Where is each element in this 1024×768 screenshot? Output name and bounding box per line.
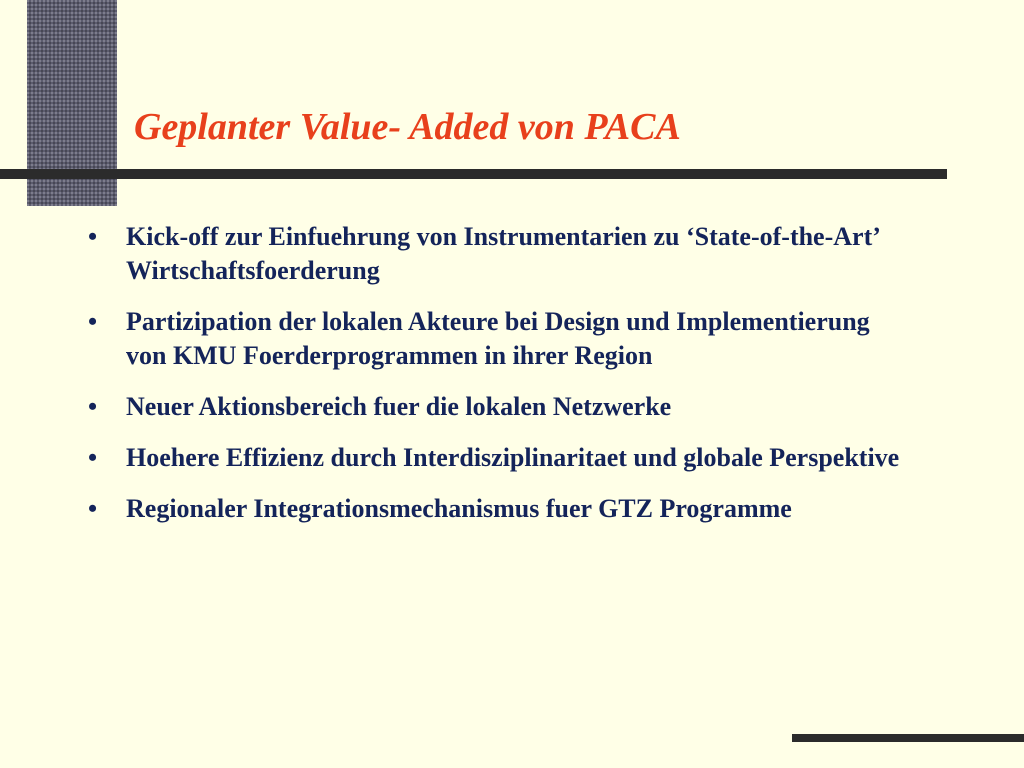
bullet-item xyxy=(84,441,904,475)
bullet-icon: • xyxy=(88,443,98,472)
bullet-text: Kick-off zur Einfuehrung von Instrumentarien zu ‘State-of-the-Art’ Wirtschaftsfoerderung xyxy=(126,222,879,285)
title-underline-rule xyxy=(0,169,947,179)
bullet-text: Hoehere Effizienz durch Interdisziplinaritaet und globale Perspektive xyxy=(126,443,900,472)
bullet-item xyxy=(84,220,904,288)
footer-rule xyxy=(792,734,1024,742)
bullet-icon: • xyxy=(88,392,98,421)
bullet-text: Regionaler Integrationsmechanismus fuer GTZ Programme xyxy=(126,494,792,523)
bullet-item xyxy=(84,492,904,526)
bullet-item xyxy=(84,390,904,424)
bullet-icon: • xyxy=(88,307,98,336)
bullet-item xyxy=(84,305,904,373)
bullet-icon: • xyxy=(88,494,98,523)
bullet-list xyxy=(84,220,904,543)
bullet-text: Partizipation der lokalen Akteure bei Design und Implementierung von KMU Foerderprogrammen in ihrer Region xyxy=(126,307,870,370)
bullet-text: Neuer Aktionsbereich fuer die lokalen Netzwerke xyxy=(126,392,672,421)
slide-title: Geplanter Value- Added von PACA xyxy=(134,106,681,148)
bullet-icon: • xyxy=(88,222,98,251)
